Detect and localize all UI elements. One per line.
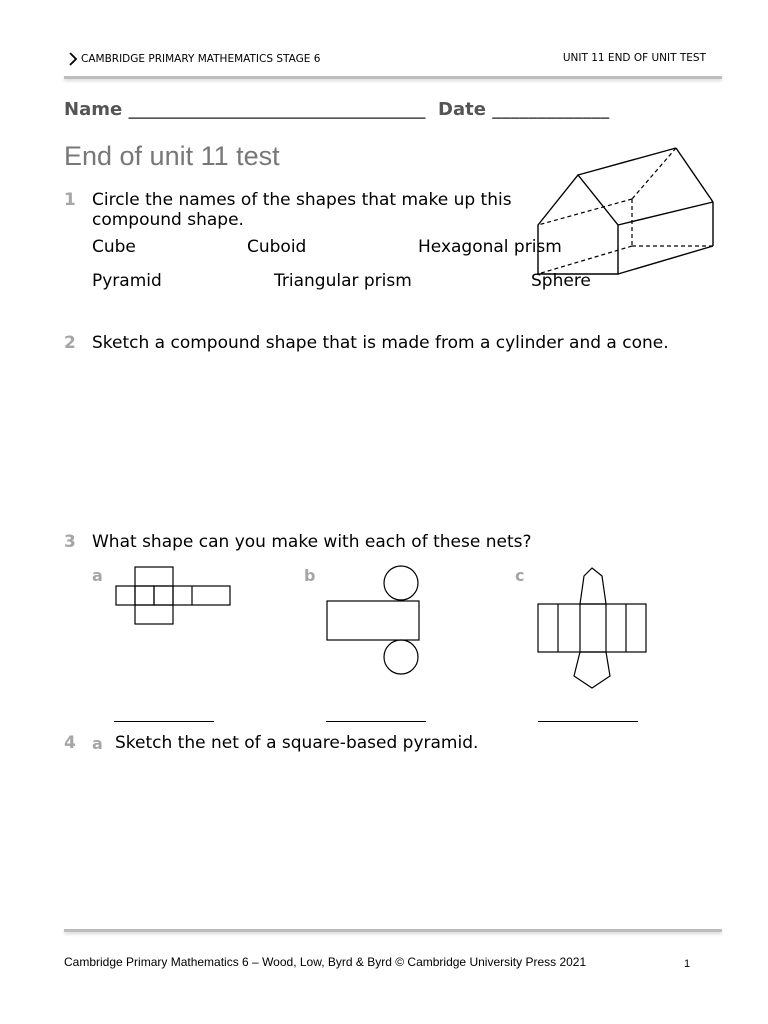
footer-copyright: Cambridge Primary Mathematics 6 – Wood, Low, Byrd & Byrd © Cambridge University Press 2021 [64, 955, 587, 969]
net-b-cylinder [325, 564, 423, 676]
header-left-text: CAMBRIDGE PRIMARY MATHEMATICS STAGE 6 [81, 53, 321, 65]
name-field[interactable]: _________________________________ [128, 99, 426, 120]
question-4-sketch-area[interactable] [92, 760, 712, 920]
question-3-number: 3 [64, 532, 76, 552]
question-4-number: 4 [64, 733, 76, 753]
page-number: 1 [684, 958, 691, 970]
date-field[interactable]: _____________ [492, 99, 610, 120]
option-pyramid[interactable]: Pyramid [92, 271, 162, 291]
page-title: End of unit 11 test [64, 141, 280, 171]
question-4-text: Sketch the net of a square-based pyramid. [115, 733, 479, 753]
date-label: Date [438, 99, 486, 120]
question-1-text-line2: compound shape. [92, 210, 244, 230]
option-hexagonal-prism[interactable]: Hexagonal prism [418, 237, 562, 257]
header-left [68, 52, 320, 66]
net-a-cube [114, 566, 232, 626]
net-c-hexagonal-prism [536, 566, 648, 690]
answer-line-a[interactable] [114, 721, 214, 722]
header-right: UNIT 11 END OF UNIT TEST [562, 52, 706, 64]
option-sphere[interactable]: Sphere [531, 271, 591, 291]
footer-rule [64, 929, 722, 932]
compound-shape-house [534, 145, 716, 277]
answer-line-c[interactable] [538, 721, 638, 722]
chevron-right-icon [68, 52, 78, 66]
name-label: Name [64, 99, 123, 120]
question-3-text: What shape can you make with each of these nets? [92, 532, 532, 552]
question-1-text-line1: Circle the names of the shapes that make up this [92, 190, 512, 210]
header-rule [64, 76, 722, 79]
question-1-number: 1 [64, 190, 76, 210]
name-date-line [64, 99, 609, 120]
answer-line-b[interactable] [326, 721, 426, 722]
option-cube[interactable]: Cube [92, 237, 136, 257]
option-triangular-prism[interactable]: Triangular prism [274, 271, 412, 291]
question-3-part-c-label: c [515, 566, 525, 585]
option-cuboid[interactable]: Cuboid [247, 237, 307, 257]
question-3-part-a-label: a [92, 566, 103, 585]
question-3-part-b-label: b [304, 566, 316, 585]
question-2-text: Sketch a compound shape that is made from a cylinder and a cone. [92, 333, 669, 353]
question-2-sketch-area[interactable] [92, 360, 712, 520]
question-2-number: 2 [64, 333, 76, 353]
question-4-part-a-label: a [92, 734, 103, 753]
